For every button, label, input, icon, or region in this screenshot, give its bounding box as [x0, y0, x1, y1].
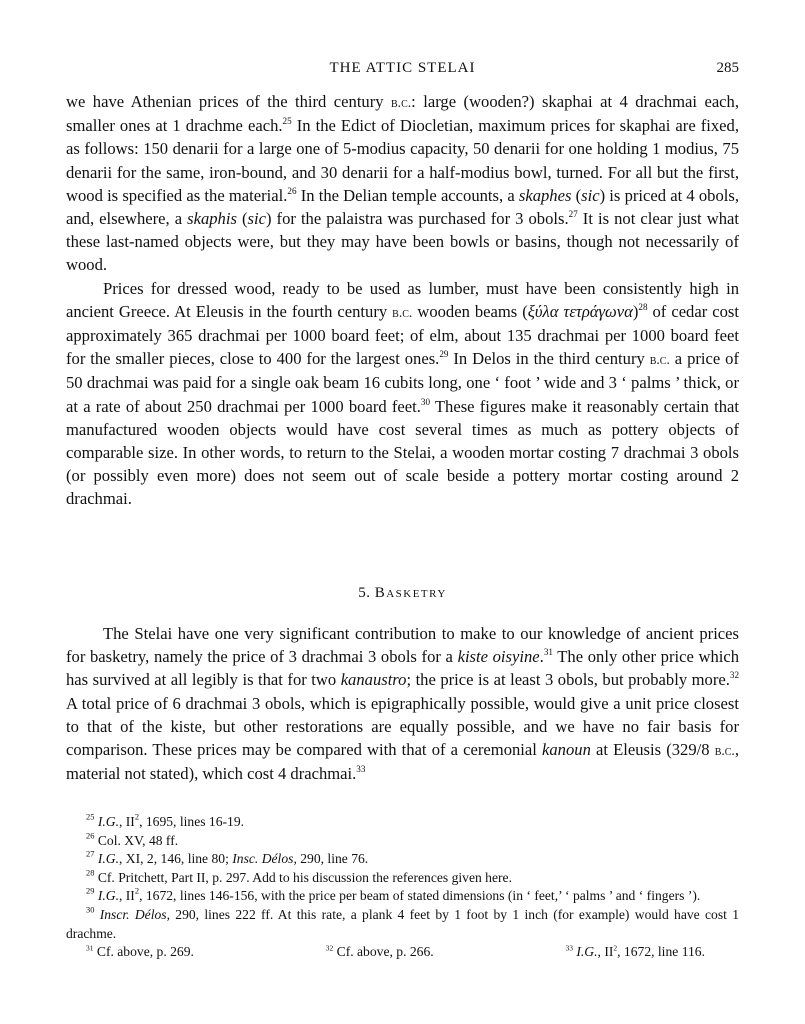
footnote-29: $^{29}$ I.G., $II^2$, 1672, lines 146-156, with the price per beam of stated dimensions (in ‘ feet,’ ‘ palms ’ and ‘ fingers ’).: [86, 886, 701, 904]
footnote-25: $^{25}$ I.G., $II^2$, 1695, lines 16-19.: [86, 811, 245, 829]
paragraph-skaphai: we have Athenian prices of the third century b.c.: large (wooden?) skaphai at 4 drachmai each, smaller ones at 1 drachme each.$^{25}$ In the Edict of Diocletian, maximum prices for skaphai are fixed, as follows: 150 denarii for a large one of 5-modius capacity, 50 denarii for one holding 1 modius, 75 denarii for the same, iron-bound, and 30 denarii for a half-modius bowl, turned. For all but the first, wood is specified as the material.$^{26}$ In the Delian temple accounts, a skaphes (sic) is priced at 4 obols, and, elsewhere, a skaphis (sic) for the palaistra was purchased for 3 obols.$^{27}$ It is not clear just what these last-named objects were, but they may have been bowls or basins, though not necessarily of wood.: [66, 92, 739, 275]
footnote-32: $^{32}$ Cf. above, p. 266.: [325, 943, 434, 960]
footnote-ref-28[interactable]: 28: [638, 301, 648, 312]
footnote-row-31-33: [66, 943, 739, 962]
footnote-28: $^{28}$ Cf. Pritchett, Part II, p. 297. Add to his discussion the references given here.: [86, 867, 512, 885]
footnote-33: $^{33}$ I.G., $II^2$, 1672, line 116.: [565, 943, 705, 960]
section-heading: 5. Basketry: [358, 585, 447, 601]
footnote-26: $^{26}$ Col. XV, 48 ff.: [86, 830, 179, 848]
footnote-31: $^{31}$ Cf. above, p. 269.: [86, 943, 194, 960]
footnote-ref-29[interactable]: 29: [439, 349, 449, 360]
footnote-ref-26[interactable]: 26: [287, 185, 297, 196]
footnotes: [66, 813, 739, 962]
footnote-ref-25[interactable]: 25: [282, 116, 292, 127]
footnote-30: $^{30}$ Inscr. Délos, 290, lines 222 ff. At this rate, a plank 4 feet by 1 foot by 1 inch (for example) would have cost 1 drachme.: [66, 904, 740, 941]
footnote-ref-33[interactable]: 33: [356, 764, 366, 775]
body-text-basketry: [66, 622, 739, 785]
footnote-ref-31[interactable]: 31: [543, 647, 553, 658]
footnote-ref-27[interactable]: 27: [568, 209, 578, 220]
page-number: 285: [716, 60, 739, 76]
paragraph-basketry: The Stelai have one very significant contribution to make to our knowledge of ancient prices for basketry, namely the price of 3 drachmai 3 obols for a kiste oisyine.$^{31}$ The only other price which has survived at all legibly is that for two kanaustro; the price is at least 3 obols, but probably more.$^{32}$ A total price of 6 drachmai 3 obols, which is epigraphically possible, would give a unit price closest to that of the kiste, but other restorations are equally possible, and we have no fair basis for comparison. These prices may be compared with that of a ceremonial kanoun at Eleusis (329/8 b.c., material not stated), which cost 4 drachmai.$^{33}$: [66, 624, 740, 784]
running-head: [66, 60, 739, 84]
footnote-ref-30[interactable]: 30: [420, 396, 430, 407]
footnote-ref-32[interactable]: 32: [729, 670, 739, 681]
paragraph-lumber: Prices for dressed wood, ready to be used as lumber, must have been consistently high in ancient Greece. At Eleusis in the fourth century b.c. wooden beams (ξύλα τετράγωνα)$^{28}$ of cedar cost approximately 365 drachmai per 1000 board feet; of elm, about 135 drachmai per 1000 board feet for the smaller pieces, close to 400 for the largest ones.$^{29}$ In Delos in the third century b.c. a price of 50 drachmai was paid for a single oak beam 16 cubits long, one ‘ foot ’ wide and 3 ‘ palms ’ thick, or at a rate of about 250 drachmai per 1000 board feet.$^{30}$ These figures make it reasonably certain that manufactured wooden objects would have cost several times as much as pottery objects of comparable size. In other words, to return to the Stelai, a wooden mortar costing 7 drachmai 3 obols (or possibly even more) does not seem out of scale beside a pottery mortar costing around 2 drachmai.: [66, 278, 739, 509]
footnote-27: $^{27}$ I.G., XI, 2, 146, line 80; Insc. Délos, 290, line 76.: [86, 848, 369, 867]
running-title: THE ATTIC STELAI: [329, 60, 476, 76]
body-text-top: [66, 90, 739, 511]
